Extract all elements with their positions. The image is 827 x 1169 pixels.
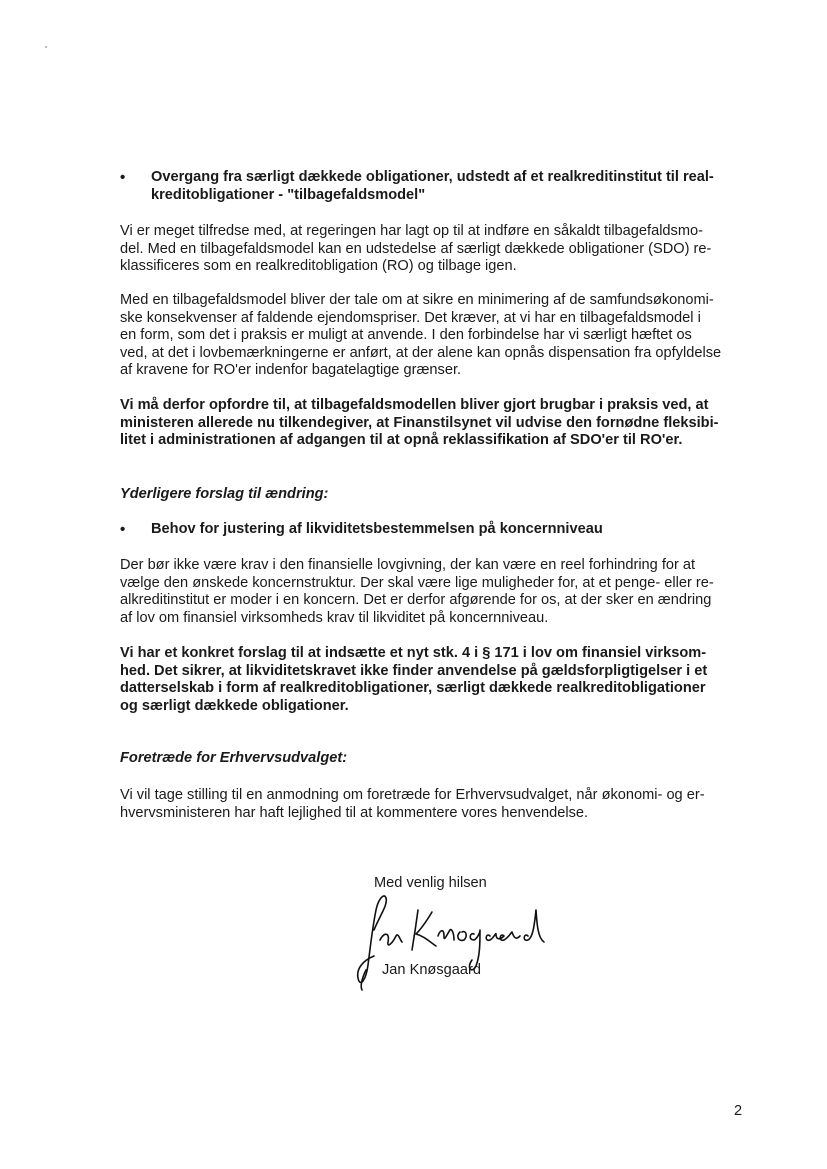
text-line: Vi må derfor opfordre til, at tilbagefaldsmodellen bliver gjort brugbar i praksis ved, at — [120, 397, 709, 413]
section1-heading-line: Overgang fra særligt dækkede obligationer, udstedt af et realkreditinstitut til real- — [151, 169, 714, 185]
text-line: ved, at det i lovbemærkningerne er anført, at der alene kan opnås dispensation fra opfyldelse — [120, 344, 722, 361]
text-line: del. Med en tilbagefaldsmodel kan en udstedelse af særligt dækkede obligationer (SDO) re- — [120, 240, 712, 257]
section2-paragraph-2 — [120, 645, 750, 715]
text-line: af kravene for RO'er indenfor bagatelagtige grænser. — [120, 362, 462, 379]
text-line: alkreditinstitut er moder i en koncern. Det er derfor afgørende for os, at der sker en ændring — [120, 592, 712, 609]
section2-title: Yderligere forslag til ændring: — [120, 486, 329, 502]
text-line: og særligt dækkede obligationer. — [120, 697, 349, 714]
section3-paragraph-1 — [120, 787, 750, 822]
text-line: en form, som det i praksis er muligt at anvende. I den forbindelse har vi særligt hæftet os — [120, 327, 692, 344]
text-line: vælge den ønskede koncernstruktur. Der skal være lige muligheder for, at et penge- eller re- — [120, 574, 714, 591]
section3-title: Foretræde for Erhvervsudvalget: — [120, 750, 348, 766]
text-line: hvervsministeren har haft lejlighed til at kommentere vores henvendelse. — [120, 804, 589, 821]
text-line: Vi er meget tilfredse med, at regeringen har lagt op til at indføre en såkaldt tilbagefaldsmo- — [120, 223, 703, 239]
section1-paragraph-2 — [120, 292, 750, 380]
text-line: litet i administrationen af adgangen til at opnå reklassifikation af SDO'er til RO'er. — [120, 432, 683, 449]
signatory-name: Jan Knøsgaard — [382, 962, 481, 978]
scan-speck — [45, 46, 47, 48]
section2-heading: Behov for justering af likviditetsbestemmelsen på koncernniveau — [151, 521, 603, 537]
text-line: Vi vil tage stilling til en anmodning om foretræde for Erhvervsudvalget, når økonomi- og er- — [120, 787, 705, 803]
signature-block — [340, 870, 600, 1000]
text-line: af lov om finansiel virksomheds krav til likviditet på koncernniveau. — [120, 609, 549, 626]
bullet-2: • — [120, 521, 126, 538]
text-line: klassificeres som en realkreditobligation (RO) og tilbage igen. — [120, 258, 517, 275]
text-line: Vi har et konkret forslag til at indsætte et nyt stk. 4 i § 171 i lov om finansiel virksom- — [120, 645, 707, 661]
section1-paragraph-3 — [120, 397, 750, 450]
bullet-1: • — [120, 169, 126, 186]
section2-paragraph-1 — [120, 557, 750, 627]
text-line: Med en tilbagefaldsmodel bliver der tale om at sikre en minimering af de samfundsøkonomi- — [120, 292, 714, 308]
text-line: Der bør ikke være krav i den finansielle lovgivning, der kan være en reel forhindring for at — [120, 557, 696, 573]
handwritten-signature — [340, 870, 600, 1000]
text-line: hed. Det sikrer, at likviditetskravet ikke finder anvendelse på gældsforpligtigelser i et — [120, 662, 708, 679]
text-line: ministeren allerede nu tilkendegiver, at Finanstilsynet vil udvise den fornødne fleksibi- — [120, 414, 719, 431]
closing-greeting: Med venlig hilsen — [374, 875, 487, 891]
section1-paragraph-1 — [120, 223, 750, 276]
page-number: 2 — [734, 1103, 743, 1119]
section1-heading — [151, 169, 751, 204]
text-line: ske konsekvenser af faldende ejendomspriser. Det kræver, at vi har en tilbagefaldsmodel i — [120, 309, 701, 326]
section1-heading-line: kreditobligationer - "tilbagefaldsmodel" — [151, 186, 426, 203]
text-line: datterselskab i form af realkreditobligationer, særligt dækkede realkreditobligationer — [120, 680, 706, 697]
